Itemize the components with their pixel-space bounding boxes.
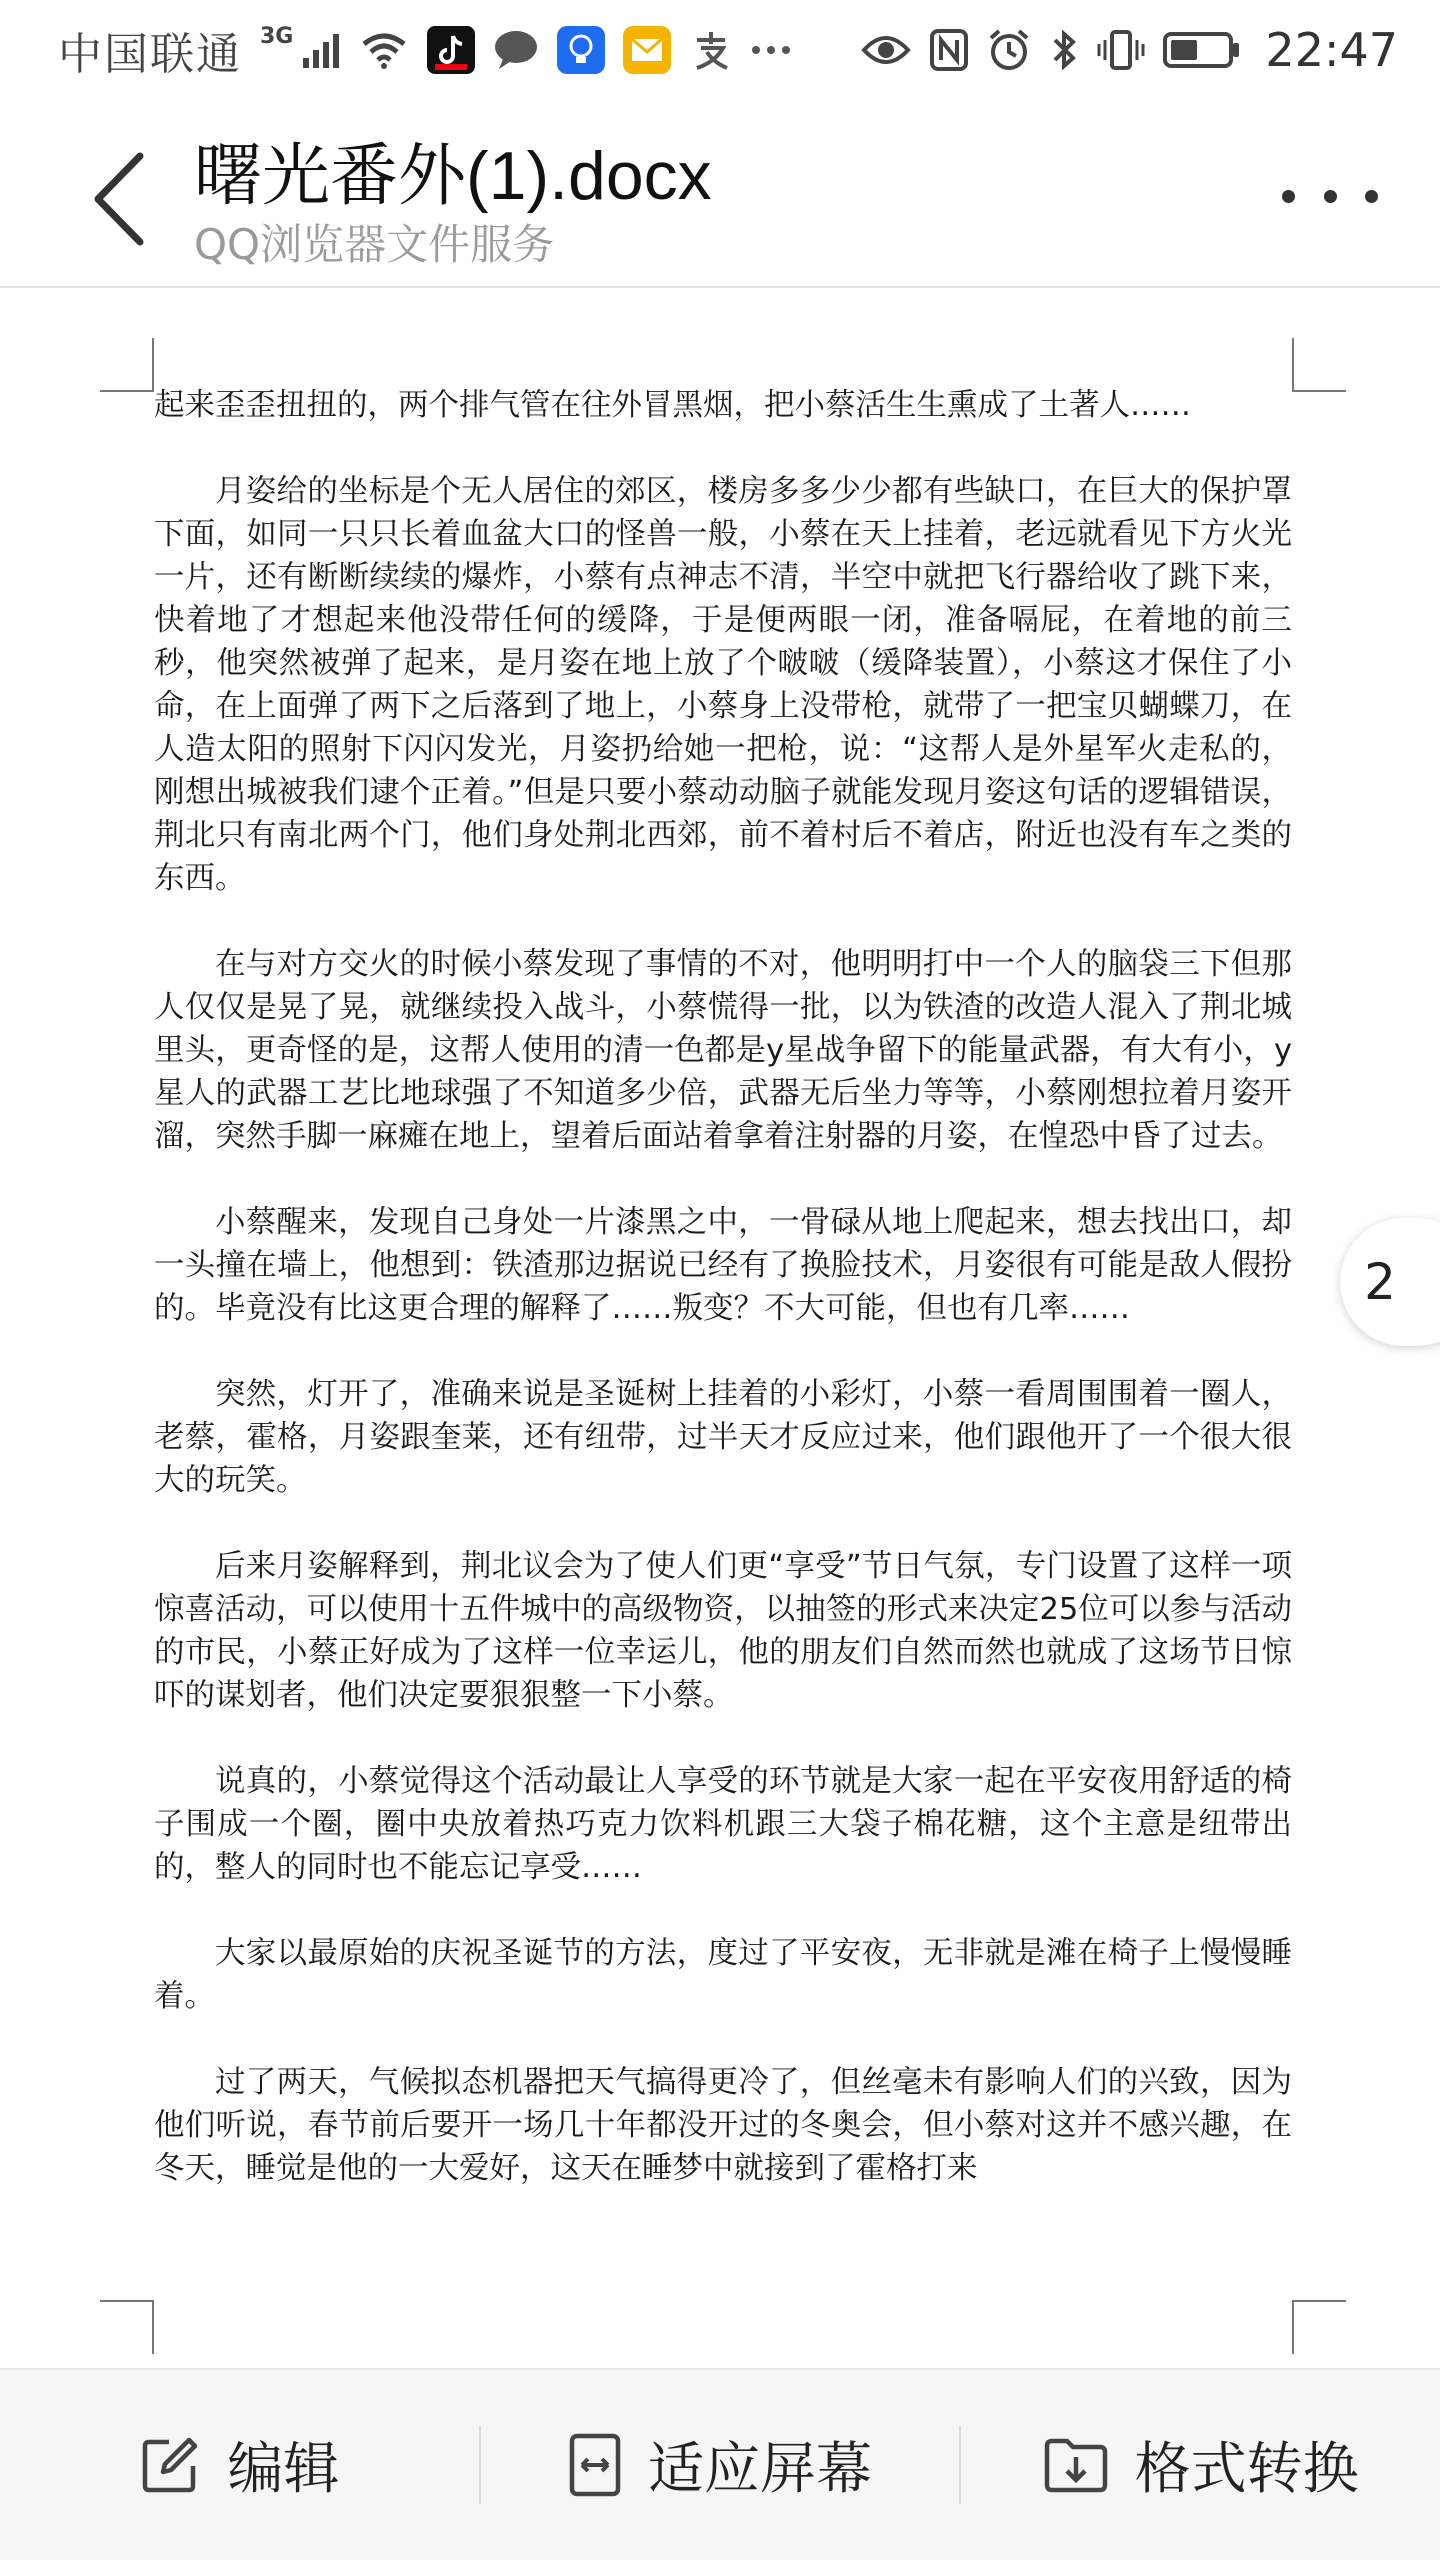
network-type: 3G [260, 23, 294, 49]
edit-label: 编辑 [227, 2437, 340, 2502]
carrier-name: 中国联通 [58, 29, 242, 80]
alarm-icon [987, 28, 1031, 72]
document-viewer[interactable] [0, 290, 1440, 2368]
document-paragraph: 月姿给的坐标是个无人居住的郊区，楼房多多少少都有些缺口，在巨大的保护罩下面，如同一只只长着血盆大口的怪兽一般，小蔡在天上挂着，老远就看见下方火光一片，还有断断续续的爆炸，小蔡有点神志不清，半空中就把飞行器给收了跳下来，快着地了才想起来他没带任何的缓降，于是便两眼一闭，准备嗝屁，在着地的前三秒，他突然被弹了起来，是月姿在地上放了个啵啵（缓降装置），小蔡这才保住了小命，在上面弹了两下之后落到了地上，小蔡身上没带枪，就带了一把宝贝蝴蝶刀，在人造太阳的照射下闪闪发光，月姿扔给她一把枪，说：“这帮人是外星军火走私的，刚想出城被我们逮个正着。”但是只要小蔡动动脑子就能发现月姿这句话的逻辑错误，荆北只有南北两个门，他们身处荆北西郊，前不着村后不着店，附近也没有车之类的东西。 [154, 474, 1292, 896]
app-header [0, 100, 1440, 288]
chat-bubble-icon [493, 29, 539, 71]
edit-button[interactable] [0, 2370, 479, 2560]
more-dot-icon [1365, 190, 1378, 203]
format-convert-label: 格式转换 [1134, 2437, 1359, 2502]
document-paragraph: 说真的，小蔡觉得这个活动最让人享受的环节就是大家一起在平安夜用舒适的椅子围成一个圈，圈中央放着热巧克力饮料机跟三大袋子棉花糖，这个主意是纽带出的，整人的同时也不能忘记享受…… [154, 1764, 1292, 1885]
clock: 22:47 [1265, 23, 1398, 77]
document-source: QQ浏览器文件服务 [194, 220, 555, 269]
bulb-app-icon [557, 26, 605, 74]
document-paragraph: 后来月姿解释到，荆北议会为了使人们更“享受”节日气氛，专门设置了这样一项惊喜活动，可以使用十五件城中的高级物资，以抽签的形式来决定25位可以参与活动的市民，小蔡正好成为了这样一位幸运儿，他的朋友们自然而然也就成了这场节日惊吓的谋划者，他们决定要狠狠整一下小蔡。 [154, 1549, 1292, 1713]
folder-download-icon [1043, 2436, 1109, 2494]
status-bar-right [861, 23, 1398, 77]
page-corner-mark [1292, 338, 1346, 392]
bottom-toolbar [0, 2368, 1440, 2560]
more-dot-icon [1324, 190, 1337, 203]
document-title: 曙光番外(1).docx [194, 138, 712, 214]
alipay-icon [689, 28, 733, 72]
page-corner-mark [100, 338, 154, 392]
page-corner-mark [100, 2300, 154, 2354]
more-dot-icon [1282, 190, 1295, 203]
fit-screen-button[interactable] [481, 2370, 960, 2560]
more-notifications-icon [751, 44, 791, 56]
fit-screen-label: 适应屏幕 [648, 2437, 872, 2502]
signal-icon [301, 30, 341, 70]
nfc-icon [929, 28, 969, 72]
page-corner-mark [1292, 2300, 1346, 2354]
status-bar [0, 0, 1440, 100]
bluetooth-icon [1049, 28, 1079, 72]
battery-icon [1163, 30, 1241, 70]
document-paragraph: 在与对方交火的时候小蔡发现了事情的不对，他明明打中一个人的脑袋三下但那人仅仅是晃了晃，就继续投入战斗，小蔡慌得一批，以为铁渣的改造人混入了荆北城里头，更奇怪的是，这帮人使用的清一色都是y星战争留下的能量武器，有大有小，y星人的武器工艺比地球强了不知道多少倍，武器无后坐力等等，小蔡刚想拉着月姿开溜，突然手脚一麻瘫在地上，望着后面站着拿着注射器的月姿，在惶恐中昏了过去。 [154, 947, 1292, 1154]
document-paragraph: 小蔡醒来，发现自己身处一片漆黑之中，一骨碌从地上爬起来，想去找出口，却一头撞在墙上，他想到：铁渣那边据说已经有了换脸技术，月姿很有可能是敌人假扮的。毕竟没有比这更合理的解释了……叛变？不大可能，但也有几率…… [154, 1205, 1292, 1326]
document-paragraph: 起来歪歪扭扭的，两个排气管在往外冒黑烟，把小蔡活生生熏成了土著人…… [154, 388, 1191, 423]
page-number: 2 [1364, 1253, 1396, 1311]
eye-icon [861, 30, 911, 70]
format-convert-button[interactable] [961, 2370, 1440, 2560]
status-bar-left [58, 18, 791, 82]
wifi-icon [359, 30, 409, 70]
document-body [154, 384, 1292, 2264]
tiktok-app-icon [427, 26, 475, 74]
more-options-button[interactable] [1282, 174, 1378, 218]
back-arrow-icon [80, 144, 170, 254]
mail-app-icon [623, 26, 671, 74]
edit-icon [139, 2434, 201, 2496]
document-paragraph: 大家以最原始的庆祝圣诞节的方法，度过了平安夜，无非就是滩在椅子上慢慢睡着。 [154, 1936, 1292, 2014]
document-paragraph: 突然，灯开了，准确来说是圣诞树上挂着的小彩灯，小蔡一看周围围着一圈人，老蔡，霍格，月姿跟奎莱，还有纽带，过半天才反应过来，他们跟他开了一个很大很大的玩笑。 [154, 1377, 1292, 1498]
document-paragraph: 过了两天，气候拟态机器把天气搞得更冷了，但丝毫未有影响人们的兴致，因为他们听说，春节前后要开一场几十年都没开过的冬奥会，但小蔡对这并不感兴趣，在冬天，睡觉是他的一大爱好，这天在睡梦中就接到了霍格打来 [154, 2065, 1292, 2186]
fit-screen-icon [568, 2432, 622, 2498]
back-button[interactable] [80, 144, 170, 254]
vibrate-icon [1097, 28, 1145, 72]
